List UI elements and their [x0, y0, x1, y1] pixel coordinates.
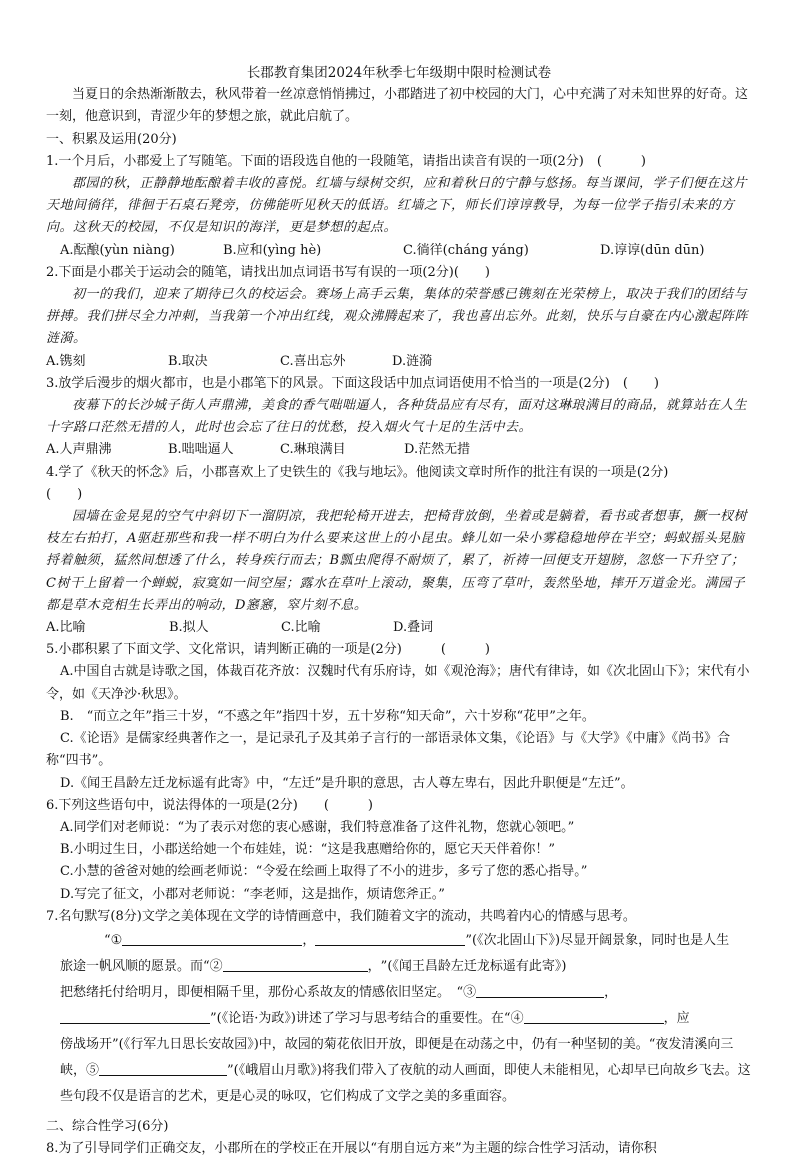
q4-option-c[interactable]: C.比喻	[281, 620, 321, 636]
q6-option-a[interactable]: A.同学们对老师说：“为了表示对您的衷心感谢，我们特意准备了这件礼物，您就心领吧。”	[60, 819, 575, 835]
q6-option-c[interactable]: C.小慧的爸爸对她的绘画老师说：“令爱在绘画上取得了不小的进步，多亏了您的悉心指导。”	[60, 864, 588, 880]
q5-stem: 5.小郡积累了下面文学、文化常识，请判断正确的一项是(2分) ( )	[46, 642, 490, 658]
blank-2a[interactable]	[223, 956, 368, 972]
q7-text-4: 旅途一帆风顺的愿景。而“②	[60, 958, 223, 974]
section-1-heading: 一、积累及运用(20分)	[46, 131, 177, 147]
q2-options	[46, 351, 752, 373]
q1-option-b[interactable]: B.应和(yìng hè)	[223, 242, 322, 258]
q3-option-a[interactable]: A.人声鼎沸	[46, 442, 112, 458]
q7-text-12: ”(《峨眉山月歌》)将我们带入了夜航的动人画面，即使人未能相见，心却早已向故乡飞去。这些句段不仅是语言的艺术，更是心灵的咏叹，它们构成了文学之美的多重面容。	[60, 1062, 751, 1104]
q2-option-d[interactable]: D.涟漪	[392, 353, 433, 369]
q4-answer-bracket: ( )	[46, 486, 83, 502]
q3-option-c[interactable]: C.琳琅满目	[280, 442, 346, 458]
q5-option-d[interactable]: D.《闻王昌龄左迁龙标遥有此寄》中，“左迁”是升职的意思，古人尊左卑右，因此升职便是“左迁”。	[60, 775, 634, 791]
q7-fill-in	[46, 928, 752, 1110]
q2-option-a[interactable]: A.镌刻	[46, 353, 86, 369]
q2-passage: 初一的我们，迎来了期待已久的校运会。赛场上高手云集，集体的荣誉感已镌刻在光荣榜上，取决于我们的团结与拼搏。我们拼尽全力冲刺，当我第一个冲出红线，观众沸腾起来了，我也喜出忘外。此刻，快乐与自豪在内心激起阵阵涟漪。	[46, 287, 749, 347]
section-2-heading: 二、综合性学习(6分)	[46, 1118, 169, 1134]
q5-option-b[interactable]: B. “而立之年”指三十岁，“不惑之年”指四十岁，五十岁称“知天命”，六十岁称“花甲”之年。	[60, 708, 595, 724]
q7-comma: ，	[302, 932, 316, 948]
q1-options	[46, 240, 752, 262]
q5-option-c[interactable]: C.《论语》是儒家经典著作之一，是记录孔子及其弟子言行的一部语录体文集，《论语》与《大学》《中庸》《尚书》合称“四书”。	[46, 731, 731, 769]
q7-stem: 7.名句默写(8分)文学之美体现在文学的诗情画意中，我们随着文字的流动，共鸣着内心的情感与思考。	[46, 908, 636, 924]
q2-option-b[interactable]: B.取决	[168, 353, 208, 369]
intro-paragraph: 当夏日的余热渐渐散去，秋风带着一丝凉意悄悄拂过，小郡踏进了初中校园的大门，心中充满了对未知世界的好奇。这一刻，他意识到，青涩少年的梦想之旅，就此启航了。	[46, 87, 749, 125]
q3-option-d[interactable]: D.茫然无措	[404, 442, 471, 458]
q1-option-c[interactable]: C.徜徉(cháng yáng)	[403, 242, 529, 258]
blank-1b[interactable]	[315, 930, 465, 946]
q7-comma: ，	[604, 984, 618, 1000]
blank-5[interactable]	[99, 1060, 227, 1076]
q7-text-7: 把愁绪托付给明月，即便相隔千里，那份心系故友的情感依旧坚定。 “③	[60, 984, 477, 1000]
q4-passage: 园墙在金晃晃的空气中斜切下一溜阴凉，我把轮椅开进去，把椅背放倒，坐着或是躺着，看书或者想事，撅一杈树枝左右拍打，A驱赶那些和我一样不明白为什么要来这世上的小昆虫。蜂儿如一朵小雾稳稳地停在半空；蚂蚁摇头晃脑捋着触须，猛然间想透了什么，转身疾行而去；B瓢虫爬得不耐烦了，累了，祈祷一回便支开翅膀，忽悠一下升空了；C树干上留着一个蝉蜕，寂寞如一间空屋；露水在草叶上滚动，聚集，压弯了草叶，轰然坠地，摔开万道金光。满园子都是草木竞相生长弄出的响动，D窸窸，窣片刻不息。	[46, 509, 748, 613]
q1-stem: 1.一个月后，小郡爱上了写随笔。下面的语段选自他的一段随笔，请指出读音有误的一项(2分) ( )	[46, 153, 646, 169]
q5-option-a[interactable]: A.中国自古就是诗歌之国，体裁百花齐放：汉魏时代有乐府诗，如《观沧海》；唐代有律诗，如《次北固山下》；宋代有小令，如《天净沙·秋思》。	[46, 664, 750, 702]
q7-text-11: 傍战场开”(《行军九日思长安故园》)中，故园的菊花依旧开放，即便是在动荡之中，仍有一种坚韧的美。“夜发清溪向三峡，⑤	[60, 1036, 734, 1078]
q3-options	[46, 439, 752, 461]
q4-option-a[interactable]: A.比喻	[46, 620, 86, 636]
q4-stem: 4.学了《秋天的怀念》后，小郡喜欢上了史铁生的《我与地坛》。他阅读文章时所作的批注有误的一项是(2分)	[46, 464, 669, 480]
q1-option-a[interactable]: A.酝酿(yùn niàng)	[60, 242, 175, 258]
q3-passage: 夜幕下的长沙城子街人声鼎沸，美食的香气咄咄逼人，各种货品应有尽有，面对这琳琅满目的商品，就算站在人生十字路口茫然无措的人，此时也会忘了往日的忧愁，投入烟火气十足的生活中去。	[46, 398, 748, 436]
blank-4[interactable]	[524, 1008, 664, 1024]
q3-option-b[interactable]: B.咄咄逼人	[168, 442, 234, 458]
exam-page	[46, 62, 752, 1160]
q7-text-9: ”(《论语·为政》)讲述了学习与思考结合的重要性。在“④	[210, 1010, 524, 1026]
blank-3a[interactable]	[476, 982, 604, 998]
q7-text-10: ，应	[663, 1010, 690, 1026]
blank-3b[interactable]	[60, 1008, 210, 1024]
q2-option-c[interactable]: C.喜出忘外	[280, 353, 346, 369]
q1-passage: 郡园的秋，正静静地酝酿着丰收的喜悦。红墙与绿树交织，应和着秋日的宁静与悠扬。每当课间，学子们便在这片天地间徜徉，徘徊于石桌石凳旁，仿佛能听见秋天的低语。红墙之下，师长们谆谆教导，为每一位学子指引未来的方向。这秋天的校园，不仅是知识的海洋，更是梦想的起点。	[46, 176, 748, 236]
q8-stem: 8.为了引导同学们正确交友，小郡所在的学校正在开展以“有朋自远方来”为主题的综合性学习活动，请你积	[46, 1141, 657, 1157]
q6-option-d[interactable]: D.写完了征文，小郡对老师说：“李老师，这是拙作，烦请您斧正。”	[60, 886, 445, 902]
q4-option-d[interactable]: D.叠词	[393, 620, 434, 636]
q4-options	[46, 617, 752, 639]
q7-text-6: ”(《闻王昌龄左迁龙标遥有此寄》)	[380, 958, 567, 974]
q7-comma: ，	[367, 958, 381, 974]
q4-option-b[interactable]: B.拟人	[169, 620, 209, 636]
exam-title: 长郡教育集团2024年秋季七年级期中限时检测试卷	[246, 65, 552, 81]
q1-option-d[interactable]: D.谆谆(dūn dūn)	[600, 242, 705, 258]
q7-text-3: ”(《次北固山下》)尽显开阔景象，同时也是人生	[465, 932, 730, 948]
q3-stem: 3.放学后漫步的烟火都市，也是小郡笔下的风景。下面这段话中加点词语使用不恰当的一项是(2分) ( )	[46, 375, 659, 391]
q6-option-b[interactable]: B.小明过生日，小郡送给她一个布娃娃，说：“这是我惠赠给你的，愿它天天伴着你！”	[60, 842, 555, 858]
q7-text-1: “①	[104, 932, 123, 948]
q6-stem: 6.下列这些语句中，说法得体的一项是(2分) ( )	[46, 797, 373, 813]
q2-stem: 2.下面是小郡关于运动会的随笔，请找出加点词语书写有误的一项(2分)( )	[46, 264, 490, 280]
blank-1a[interactable]	[122, 930, 302, 946]
